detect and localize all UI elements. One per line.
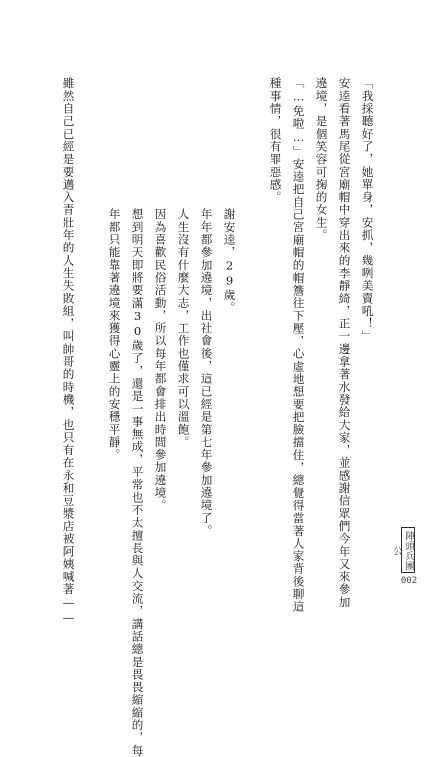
text-line: 年年都參加遶境，出社會後，這已經是第七年參加遶境了。	[199, 208, 214, 537]
text-line: 種事情，很有罪惡感。	[268, 77, 283, 204]
text-line: 雖然自己已經是要邁入青壯年的人生失敗組，叫帥哥的時機，也只有在永和豆漿店被阿姨喊著——	[61, 77, 76, 626]
text-line: 人生沒有什麼大志，工作也僅求可以溫飽。	[176, 208, 191, 449]
text-line: 安逵看著馬尾從宮廟帽中穿出來的李靜綺，正一邊拿著水發給大家，並感謝信眾們今年又來參加	[337, 77, 352, 609]
text-line: 「我採聽好了，她單身，安抓，幾咧美賣吼！」	[360, 77, 375, 343]
page-number: 002	[400, 576, 418, 586]
text-line: 「…免啦…」安逵把自己宮廟帽的帽簷往下壓，心虛地想要把臉擋住，總覺得當著人家背後聊這	[291, 77, 306, 614]
text-line: 年都只能靠著遶境來獲得心靈上的安穩平靜。	[107, 208, 122, 461]
text-line: 想到明天即將要滿30歲了，還是一事無成，平常也不太擅長與人交流，講話總是畏畏縮縮的，每	[130, 208, 145, 757]
running-title: 陣頭兵團公	[391, 531, 414, 571]
text-line: 謝安逵，29歲。	[222, 208, 237, 314]
text-line: 因為喜歡民俗活動，所以每年都會排出時間參加遶境。	[153, 208, 168, 512]
text-line: 遶境，是個笑容可掬的女生。	[314, 77, 329, 242]
running-title-tab	[391, 527, 415, 573]
